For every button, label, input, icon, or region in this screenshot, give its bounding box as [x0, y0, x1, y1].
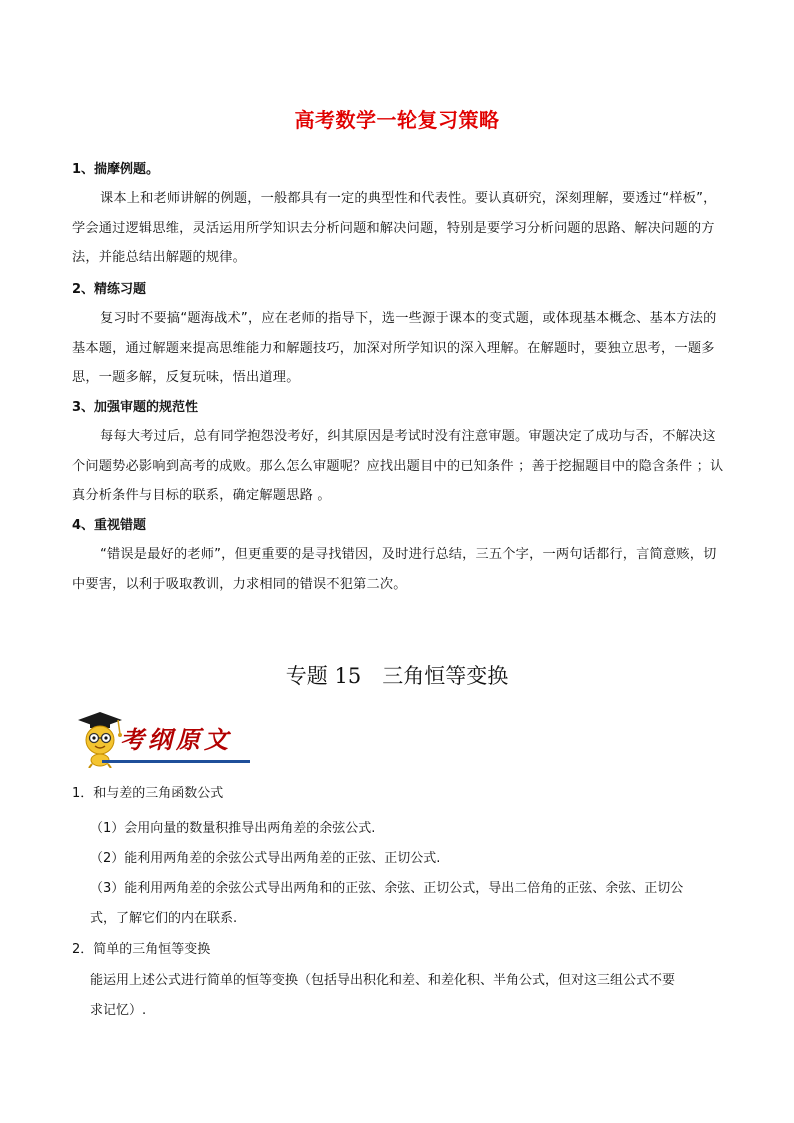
outline-item-1: 1．和与差的三角函数公式: [72, 786, 224, 801]
section-3: [72, 398, 728, 511]
section-heading: 3、加强审题的规范性: [72, 400, 199, 415]
section-2: [72, 280, 728, 393]
banner-label: 考纲原文: [120, 725, 232, 754]
section-heading: 1、揣摩例题。: [72, 162, 160, 177]
outline-text-line-2: 求记忆）.: [90, 1003, 147, 1018]
page-title: 高考数学一轮复习策略: [294, 108, 500, 132]
outline-item-2: 2．简单的三角恒等变换: [72, 942, 211, 957]
section-body: 课本上和老师讲解的例题，一般都具有一定的典型性和代表性。要认真研究，深刻理解，要透过“样板”，学会通过逻辑思维，灵活运用所学知识去分析问题和解决问题，特别是要学习分析问题的思路、解决问题的方法，并能总结出解题的规律。: [72, 191, 717, 265]
section-1: [72, 160, 728, 273]
banner-underline: [102, 760, 250, 763]
outline-subitem-3-line-1: （3）能利用两角差的余弦公式导出两角和的正弦、余弦、正切公式，导出二倍角的正弦、余弦、正切公: [90, 881, 684, 896]
syllabus-banner: [72, 708, 250, 766]
section-body: “错误是最好的老师”，但更重要的是寻找错因，及时进行总结，三五个字，一两句话都行，言简意赅，切中要害，以利于吸取教训，力求相同的错误不犯第二次。: [72, 547, 717, 592]
outline-subitem-2: （2）能利用两角差的余弦公式导出两角差的正弦、正切公式.: [90, 851, 441, 866]
topic-title: 专题 15 三角恒等变换: [285, 664, 509, 688]
section-body: 复习时不要搞“题海战术”，应在老师的指导下，选一些源于课本的变式题，或体现基本概念、基本方法的基本题，通过解题来提高思维能力和解题技巧，加深对所学知识的深入理解。在解题时，要独立思考，一题多思，一题多解，反复玩味，悟出道理。: [72, 311, 717, 385]
outline-subitem-1: （1）会用向量的数量积推导出两角差的余弦公式.: [90, 821, 376, 836]
outline-subitem-3-line-2: 式，了解它们的内在联系.: [90, 911, 238, 926]
section-heading: 4、重视错题: [72, 518, 147, 533]
outline-text-line-1: 能运用上述公式进行简单的恒等变换（包括导出积化和差、和差化积、半角公式，但对这三组公式不要: [90, 973, 676, 988]
section-body: 每每大考过后，总有同学抱怨没考好，纠其原因是考试时没有注意审题。审题决定了成功与否，不解决这个问题势必影响到高考的成败。那么怎么审题呢？应找出题目中的已知条件 ；善于挖掘题目中的隐含条件 ；认真分析条件与目标的联系，确定解题思路 。: [72, 429, 724, 503]
section-heading: 2、精练习题: [72, 282, 147, 297]
section-4: [72, 516, 728, 599]
syllabus-outline: [72, 784, 728, 1026]
